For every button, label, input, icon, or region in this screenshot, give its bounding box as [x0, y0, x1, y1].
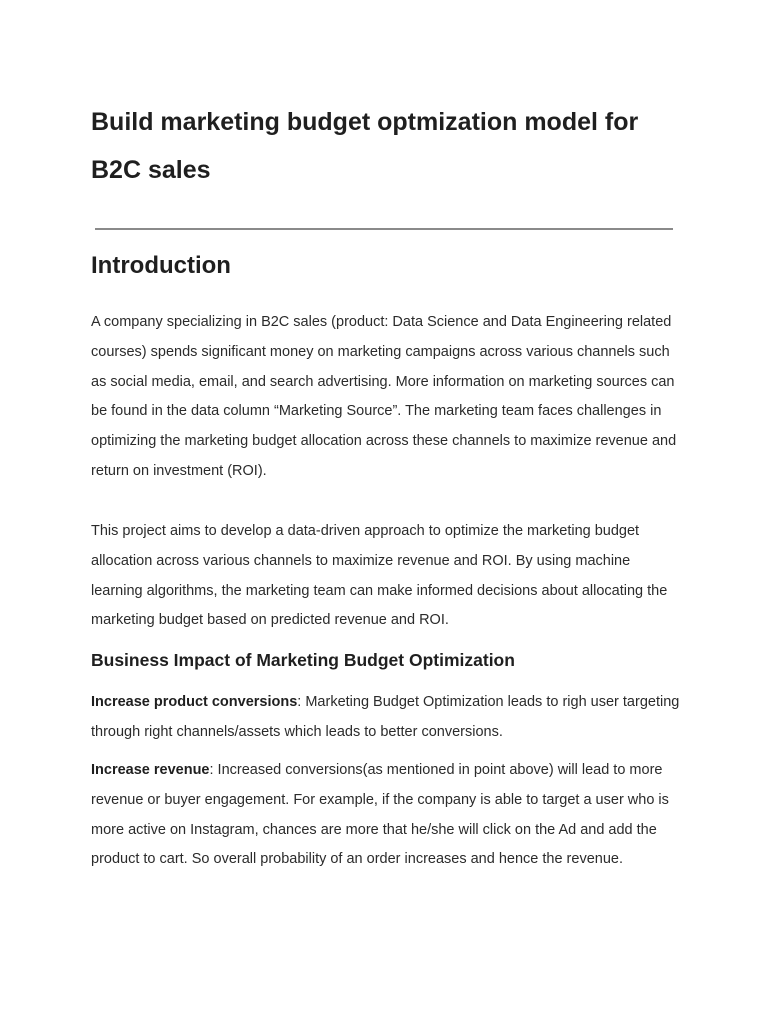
- impact-item-conversions-lead: Increase product conversions: [91, 694, 298, 710]
- impact-item-revenue: [91, 756, 681, 875]
- business-impact-heading: Business Impact of Marketing Budget Optimization: [91, 650, 515, 670]
- introduction-paragraph-2: This project aims to develop a data-driven approach to optimize the marketing budget allocation across various channels to maximize revenue and ROI. By using machine learning algorithms, the marketing team can make informed decisions about allocating the marketing budget based on predicted revenue and ROI.: [91, 523, 668, 629]
- document-title: Build marketing budget optmization model for B2C sales: [91, 108, 639, 184]
- impact-item-conversions-text: : Marketing Budget Optimization leads to righ user targeting through right channels/assets which leads to better conversions.: [91, 694, 680, 740]
- impact-item-revenue-lead: Increase revenue: [91, 762, 210, 778]
- introduction-heading: Introduction: [91, 252, 231, 279]
- horizontal-divider: [95, 228, 673, 230]
- introduction-paragraph-1: A company specializing in B2C sales (product: Data Science and Data Engineering related courses) spends significant money on marketing campaigns across various channels such as social media, email, and search advertising. More information on marketing sources can be found in the data column “Marketing Source”. The marketing team faces challenges in optimizing the marketing budget allocation across these channels to maximize revenue and return on investment (ROI).: [91, 314, 677, 479]
- impact-item-revenue-text: : Increased conversions(as mentioned in point above) will lead to more revenue or buyer engagement. For example, if the company is able to target a user who is more active on Instagram, chances are more that he/she will click on the Ad and add the product to cart. So overall probability of an order increases and hence the revenue.: [91, 762, 669, 868]
- impact-item-conversions: [91, 688, 681, 748]
